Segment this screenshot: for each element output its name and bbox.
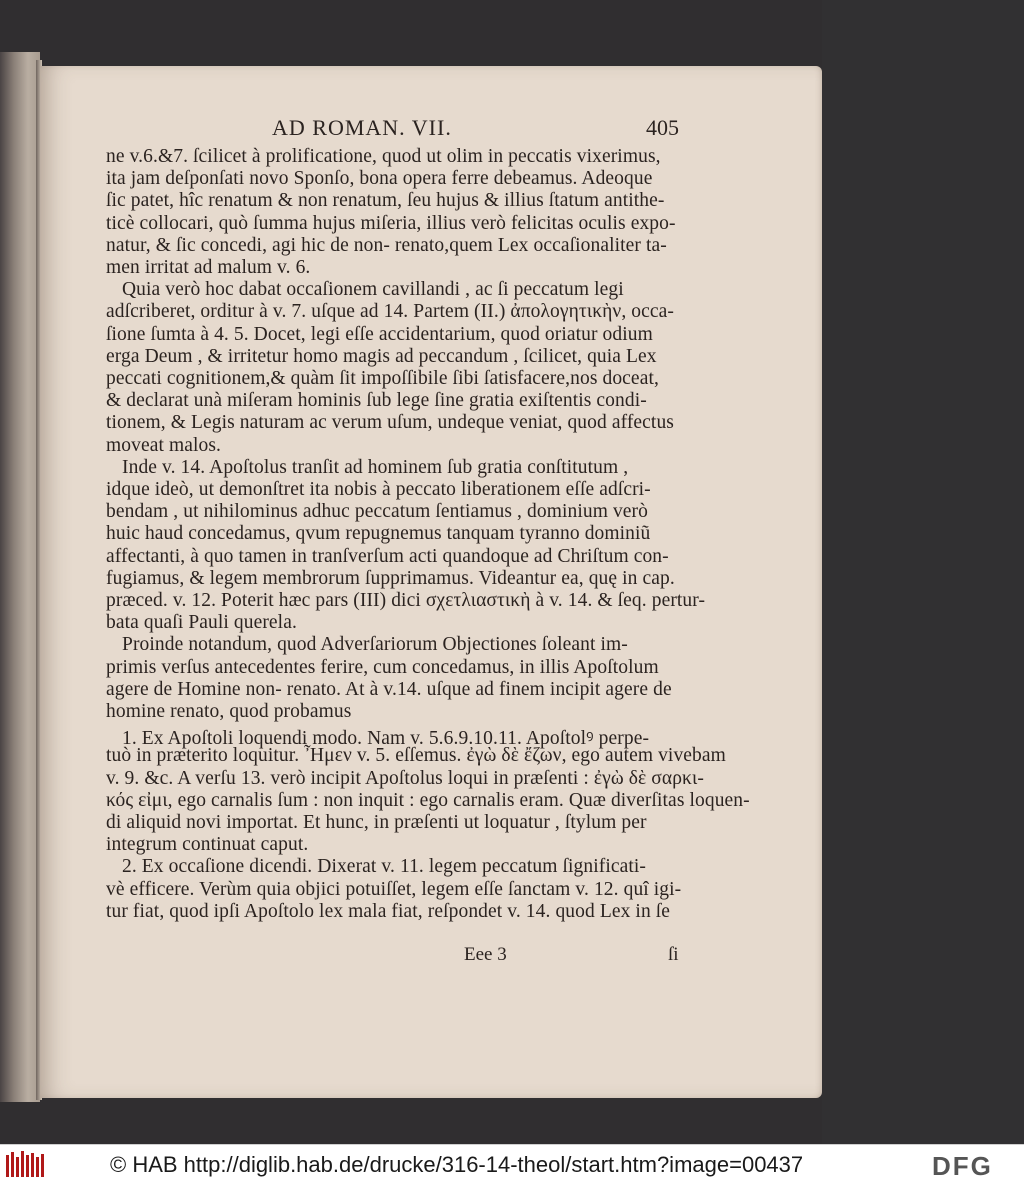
footer-bar [0,1144,1024,1184]
text-line: primis verſus antecedentes ferire, cum concedamus, in illis Apoſtolum [106,656,659,678]
text-line: bendam , ut nihilominus adhuc peccatum ſentiamus , dominium verò [106,501,649,523]
text-line: affectanti, à quo tamen in tranſverſum acti quandoque ad Chriſtum con- [106,545,669,567]
text-line: Proinde notandum, quod Adverſariorum Objectiones ſoleant im- [122,634,628,656]
page-number: 405 [646,115,679,140]
text-line: 1. Ex Apoſtoli loquendi modo. Nam v. 5.6.9.10.11. Apoſtolꝰ perpe- [122,728,650,750]
text-line: tur fiat, quod ipſi Apoſtolo lex mala fiat, reſpondet v. 14. quod Lex in ſe [106,900,671,922]
text-line: ſic patet, hîc renatum & non renatum, ſeu hujus & illius ſtatum antithe- [106,190,665,212]
text-line: præced. v. 12. Poterit hæc pars (III) dici σχετλιαστικὴ à v. 14. & ſeq. pertur- [106,590,706,611]
text-line: ita jam deſponſati novo Sponſo, bona opera ferre debeamus. Adeoque [106,168,653,190]
viewer-background [822,0,1024,1144]
text-line: men irritat ad malum v. 6. [106,257,311,278]
text-line: ne v.6.&7. ſcilicet à prolificatione, quod ut olim in peccatis vixerimus, [106,146,661,167]
catchword: ſi [668,944,679,965]
text-line: erga Deum , & irritetur homo magis ad peccandum , ſcilicet, quia Lex [106,345,657,367]
text-line: ticè collocari, quò ſumma hujus miſeria, illius verò felicitas oculis expo- [106,212,676,234]
text-line: tionem, & Legis naturam ac verum uſum, undeque veniat, quod affectus [106,412,674,434]
text-line: adſcriberet, orditur à v. 7. uſque ad 14. Partem (II.) ἀπολογητικὴν, occa- [106,301,674,323]
text-line: ſione ſumta à 4. 5. Docet, legi eſſe accidentarium, quod oriatur odium [106,323,653,345]
text-line: di aliquid novi importat. Et hunc, in præſenti ut loquatur , ſtylum per [106,812,647,833]
text-line: tuò in præterito loquitur. Ἦμεν v. 5. eſſemus. ἐγὼ δὲ ἔζων, ego autem vivebam [106,745,726,767]
book-page [40,66,822,1098]
text-line: & declarat unà miſeram hominis ſub lege ſine gratia exiſtentis condi- [106,390,647,412]
text-line: bata quaſi Pauli querela. [106,612,297,634]
text-line: Inde v. 14. Apoſtolus tranſit ad hominem ſub gratia conſtitutum , [122,456,629,478]
text-line: vè efficere. Verùm quia objici potuiſſet, legem eſſe ſanctam v. 12. quî igi- [106,878,682,900]
facing-page-edge [0,52,40,1102]
hab-logo-icon[interactable] [4,1149,46,1181]
text-line: κός εἰμι, ego carnalis ſum : non inquit : ego carnalis eram. Quæ diverſitas loquen- [106,789,750,811]
text-line: integrum continuat caput. [106,834,309,856]
text-line: fugiamus, & legem membrorum ſupprimamus. Videantur ea, quę in cap. [106,567,675,589]
text-line: homine renato, quod probamus [106,701,352,722]
text-line: natur, & ſic concedi, agi hic de non- renato,quem Lex occaſionaliter ta- [106,234,667,256]
text-line: huic haud concedamus, qvum repugnemus tanquam tyranno dominiũ [106,523,651,545]
text-line: v. 9. &c. A verſu 13. verò incipit Apoſtolus loqui in præſenti : ἐγὼ δὲ σαρκι- [106,767,704,789]
text-line: moveat malos. [106,434,222,456]
text-line: Quia verò hoc dabat occaſionem cavillandi , ac ſi peccatum legi [122,279,624,301]
text-line: idque ideò, ut demonſtret ita nobis à peccato liberationem eſſe adſcri- [106,479,651,500]
running-head: AD ROMAN. VII. [272,115,452,140]
text-line: agere de Homine non- renato. At à v.14. uſque ad finem incipit agere de [106,678,672,700]
signature-mark: Eee 3 [464,944,507,965]
copyright-url-text[interactable]: © HAB http://diglib.hab.de/drucke/316-14-theol/start.htm?image=00437 [110,1152,804,1177]
text-line: peccati cognitionem,& quàm ſit impoſſibile ſibi ſatisfacere,nos doceat, [106,368,659,389]
text-line: 2. Ex occaſione dicendi. Dixerat v. 11. legem peccatum ſignificati- [122,856,646,878]
dfg-logo[interactable]: DFG [932,1151,993,1181]
